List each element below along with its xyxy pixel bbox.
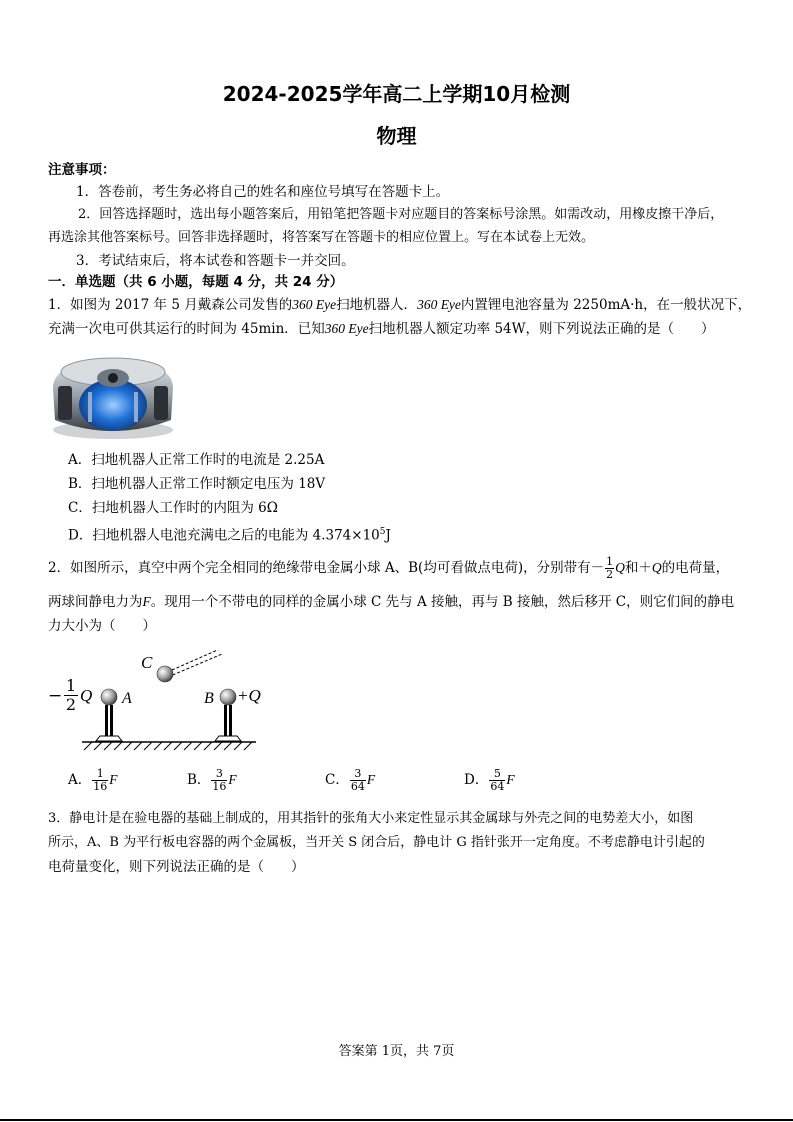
q1-brand-3: 360 Eye	[324, 321, 369, 336]
notice-item-2-cont: 再选涂其他答案标号。回答非选择题时，将答案写在答题卡的相应位置上。写在本试卷上无效。	[48, 230, 595, 245]
q2-text-a: 2．如图所示，真空中两个完全相同的绝缘带电金属小球 A、B(均可看做点电荷)，分别带有－	[48, 560, 605, 576]
q2-F: F	[142, 594, 151, 609]
ball-a	[101, 689, 117, 705]
q2-option-d[interactable]: D． $\frac{5}{64}$ F	[464, 767, 515, 793]
q3-line-2: 所示，A、B 为平行板电容器的两个金属板，当开关 S 闭合后，静电计 G 指针张开一定角度。不考虑静电计引起的	[48, 835, 705, 850]
robot-vacuum-image	[48, 350, 178, 442]
q2-option-c[interactable]: C． $\frac{3}{64}$ F	[325, 767, 376, 793]
q2-text-f: 两球间静电力为	[48, 594, 143, 610]
q2-Q1: Q	[615, 560, 625, 575]
charge-a-q: Q	[80, 686, 93, 705]
ball-b	[220, 689, 236, 705]
q1-option-d[interactable]	[68, 520, 391, 548]
subject-title: 物理	[376, 124, 417, 148]
label-a: A	[122, 690, 132, 707]
notice-item-2: 2．回答选择题时，选出每小题答案后，用铅笔把答题卡对应题目的答案标号涂黑。如需改动，用橡皮擦干净后，	[78, 207, 724, 222]
q1-line-2	[48, 317, 715, 341]
q1-option-b[interactable]: B．扫地机器人正常工作时额定电压为 18V	[68, 476, 326, 492]
charge-a-sign: −	[48, 686, 63, 706]
q2-text-c: 和＋	[624, 560, 652, 576]
q2-half-fraction: $\frac{1}{2}$	[606, 555, 614, 581]
notice-heading: 注意事项：	[48, 162, 116, 178]
q2-option-a[interactable]: A． $\frac{1}{16}$ F	[68, 767, 118, 793]
q2-Q2: Q	[651, 560, 662, 575]
q1-option-a[interactable]: A．扫地机器人正常工作时的电流是 2.25A	[68, 452, 325, 468]
q2-option-b[interactable]: B． $\frac{3}{16}$ F	[187, 767, 237, 793]
q1-option-d-unit: J	[385, 527, 391, 544]
section-heading: 一．单选题（共 6 小题，每题 4 分，共 24 分）	[48, 274, 344, 290]
q1-option-d-exp: 5	[379, 527, 386, 537]
rod-c-bottom	[168, 654, 222, 677]
exam-title: 2024-2025学年高二上学期10月检测	[222, 82, 571, 106]
q1-text-c: 内置锂电池容量为 2250mA·h，在一般状况下，	[460, 297, 752, 313]
q3-line-3: 电荷量变化，则下列说法正确的是（ ）	[48, 859, 305, 875]
q2-line-1	[48, 556, 729, 581]
q1-text-d: 充满一次电可供其运行的时间为 45min．已知	[48, 321, 325, 337]
q2-text-g: 。现用一个不带电的同样的金属小球 C 先与 A 接触，再与 B 接触，然后移开 C，则它们间的静电	[150, 594, 735, 610]
notice-item-1: 1．答卷前，考生务必将自己的姓名和座位号填写在答题卡上。	[76, 184, 450, 200]
q1-option-d-text: D．扫地机器人电池充满电之后的电能为 4.374×10	[68, 527, 380, 544]
rod-c-top	[172, 650, 222, 670]
q1-brand-2: 360 Eye	[417, 297, 461, 312]
notice-item-3: 3．考试结束后，将本试卷和答题卡一并交回。	[76, 253, 355, 269]
page-footer: 答案第 1页，共 7页	[338, 1044, 455, 1059]
charge-b: +Q	[237, 686, 261, 705]
q1-text-a: 1．如图为 2017 年 5 月戴森公司发售的	[48, 297, 293, 313]
ball-c	[157, 666, 173, 682]
label-c: C	[141, 653, 153, 672]
q2-line-2	[48, 590, 734, 614]
bottom-rule	[0, 1119, 793, 1121]
q2-line-3: 力大小为（ ）	[48, 618, 156, 634]
q3-line-1: 3．静电计是在验电器的基础上制成的，用其指针的张角大小来定性显示其金属球与外壳之间的电势差大小，如图	[48, 811, 694, 826]
q2-figure	[44, 650, 274, 760]
q1-line-1	[48, 293, 751, 317]
q2-text-e: 的电荷量，	[661, 560, 730, 576]
q1-text-b: 扫地机器人．	[336, 297, 418, 313]
q1-option-c[interactable]: C．扫地机器人工作时的内阻为 6Ω	[68, 500, 278, 516]
q1-text-e: 扫地机器人额定功率 54W，则下列说法正确的是（ ）	[368, 321, 715, 337]
label-b: B	[204, 690, 214, 707]
q1-brand: 360 Eye	[292, 297, 337, 312]
charge-a-fraction: 1 2	[65, 676, 77, 714]
